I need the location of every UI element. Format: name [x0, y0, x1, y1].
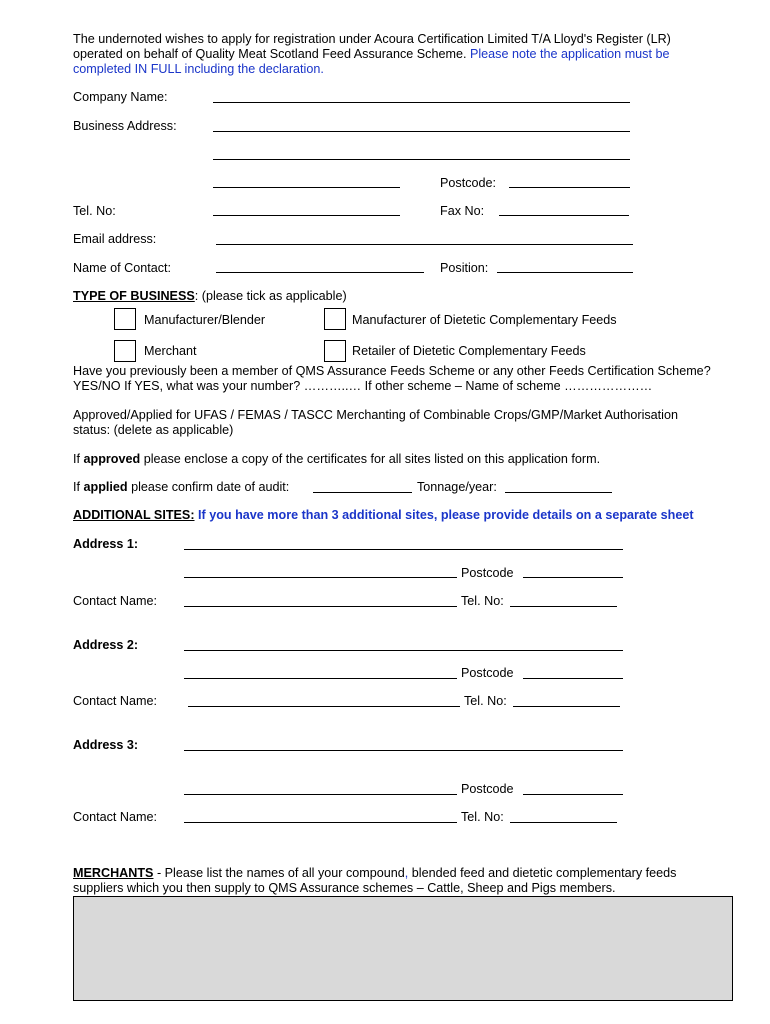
- audit-date-field[interactable]: [313, 492, 412, 493]
- merchants-suppliers-text-area[interactable]: [73, 896, 733, 1001]
- address-2-contact-field[interactable]: [188, 706, 460, 707]
- contact-name-field[interactable]: [216, 272, 424, 273]
- address-1-postcode-field[interactable]: [523, 577, 623, 578]
- address-2-tel-field[interactable]: [513, 706, 620, 707]
- address-2-tel-label: Tel. No:: [464, 694, 507, 708]
- address-1-label: [73, 537, 138, 552]
- address-3-field-2[interactable]: [184, 794, 457, 795]
- contact-name-label: Name of Contact:: [73, 261, 171, 275]
- applied-prefix: If: [73, 480, 80, 494]
- address-3-postcode-label: Postcode: [461, 782, 514, 796]
- manufacturer-blender-label: Manufacturer/Blender: [144, 313, 266, 327]
- approved-rest: please enclose a copy of the certificates for all sites listed on this application form.: [143, 452, 601, 466]
- postcode-label: Postcode:: [440, 176, 497, 190]
- applied-keyword: applied: [83, 480, 128, 494]
- applied-rest: please confirm date of audit:: [131, 480, 290, 494]
- retailer-dietetic-checkbox[interactable]: [324, 340, 346, 362]
- intro-line-1: The undernoted wishes to apply for registration under Acoura Certification Limited T/A Lloyd's Register (LR): [73, 32, 671, 46]
- manufacturer-dietetic-label: Manufacturer of Dietetic Complementary Feeds: [352, 313, 617, 327]
- merchants-instruction-end: blended feed and dietetic complementary feeds: [411, 866, 677, 880]
- additional-sites-note: If you have more than 3 additional sites, please provide details on a separate sheet: [198, 508, 694, 522]
- approved-keyword: approved: [83, 452, 141, 466]
- address-2-postcode-label: Postcode: [461, 666, 514, 680]
- address-1-postcode-label: Postcode: [461, 566, 514, 580]
- address-2-contact-label: Contact Name:: [73, 694, 157, 708]
- approval-status-line-2: status: (delete as applicable): [73, 423, 234, 437]
- address-3-tel-label: Tel. No:: [461, 810, 504, 824]
- additional-sites-title: ADDITIONAL SITES:: [73, 508, 195, 522]
- retailer-dietetic-label: Retailer of Dietetic Complementary Feeds: [352, 344, 586, 358]
- position-field[interactable]: [497, 272, 633, 273]
- address-3-label-text: Address 3:: [73, 738, 139, 752]
- address-3-contact-label: Contact Name:: [73, 810, 157, 824]
- merchant-checkbox[interactable]: [114, 340, 136, 362]
- merchants-instruction-line-2: suppliers which you then supply to QMS Assurance schemes – Cattle, Sheep and Pigs members.: [73, 881, 616, 895]
- merchants-comma: ,: [404, 866, 409, 880]
- address-1-label-text: Address 1:: [73, 537, 139, 551]
- additional-sites-heading: [73, 508, 694, 523]
- tel-label: Tel. No:: [73, 204, 116, 218]
- intro-note-continued: completed IN FULL including the declaration.: [73, 62, 324, 76]
- email-field[interactable]: [216, 244, 633, 245]
- address-1-field-1[interactable]: [184, 549, 623, 550]
- manufacturer-dietetic-checkbox[interactable]: [324, 308, 346, 330]
- company-name-label: Company Name:: [73, 90, 168, 104]
- merchants-instruction-line-1: [73, 866, 676, 881]
- address-2-label: [73, 638, 138, 653]
- address-2-field-2[interactable]: [184, 678, 457, 679]
- address-1-field-2[interactable]: [184, 577, 457, 578]
- position-label: Position:: [440, 261, 489, 275]
- merchants-instruction-text: - Please list the names of all your compound: [156, 866, 405, 880]
- type-of-business-title: TYPE OF BUSINESS: [73, 289, 195, 303]
- approved-prefix: If: [73, 452, 80, 466]
- postcode-field[interactable]: [509, 187, 630, 188]
- manufacturer-blender-checkbox[interactable]: [114, 308, 136, 330]
- tonnage-field[interactable]: [505, 492, 612, 493]
- intro-note: Please note the application must be: [469, 47, 670, 61]
- merchant-label: Merchant: [144, 344, 197, 358]
- intro-line-2: [73, 47, 670, 62]
- previous-membership-question: Have you previously been a member of QMS Assurance Feeds Scheme or any other Feeds Certification Scheme?: [73, 364, 711, 378]
- intro-line-2-text: operated on behalf of Quality Meat Scotland Feed Assurance Scheme.: [73, 47, 467, 61]
- address-2-postcode-field[interactable]: [523, 678, 623, 679]
- address-2-label-text: Address 2:: [73, 638, 139, 652]
- fax-field[interactable]: [499, 215, 629, 216]
- approved-instruction: [73, 452, 600, 467]
- address-3-tel-field[interactable]: [510, 822, 617, 823]
- address-1-contact-label: Contact Name:: [73, 594, 157, 608]
- fax-label: Fax No:: [440, 204, 485, 218]
- tel-field[interactable]: [213, 215, 400, 216]
- type-of-business-instruction: : (please tick as applicable): [194, 289, 347, 303]
- address-3-postcode-field[interactable]: [523, 794, 623, 795]
- business-address-field-3[interactable]: [213, 187, 400, 188]
- applied-instruction: [73, 480, 289, 495]
- business-address-field-2[interactable]: [213, 159, 630, 160]
- type-of-business-heading: [73, 289, 347, 304]
- business-address-label: Business Address:: [73, 119, 177, 133]
- address-2-field-1[interactable]: [184, 650, 623, 651]
- approval-status-line-1: Approved/Applied for UFAS / FEMAS / TASCC Merchanting of Combinable Crops/GMP/Market Authorisation: [73, 408, 678, 422]
- address-1-tel-field[interactable]: [510, 606, 617, 607]
- address-3-label: [73, 738, 138, 753]
- address-1-tel-label: Tel. No:: [461, 594, 504, 608]
- company-name-field[interactable]: [213, 102, 630, 103]
- address-3-field-1[interactable]: [184, 750, 623, 751]
- tonnage-label: Tonnage/year:: [417, 480, 497, 494]
- business-address-field-1[interactable]: [213, 131, 630, 132]
- previous-membership-details: YES/NO If YES, what was your number? ………..… If other scheme – Name of scheme …………………: [73, 379, 653, 393]
- address-3-contact-field[interactable]: [184, 822, 457, 823]
- merchants-heading: MERCHANTS: [73, 866, 154, 880]
- address-1-contact-field[interactable]: [184, 606, 457, 607]
- email-label: Email address:: [73, 232, 157, 246]
